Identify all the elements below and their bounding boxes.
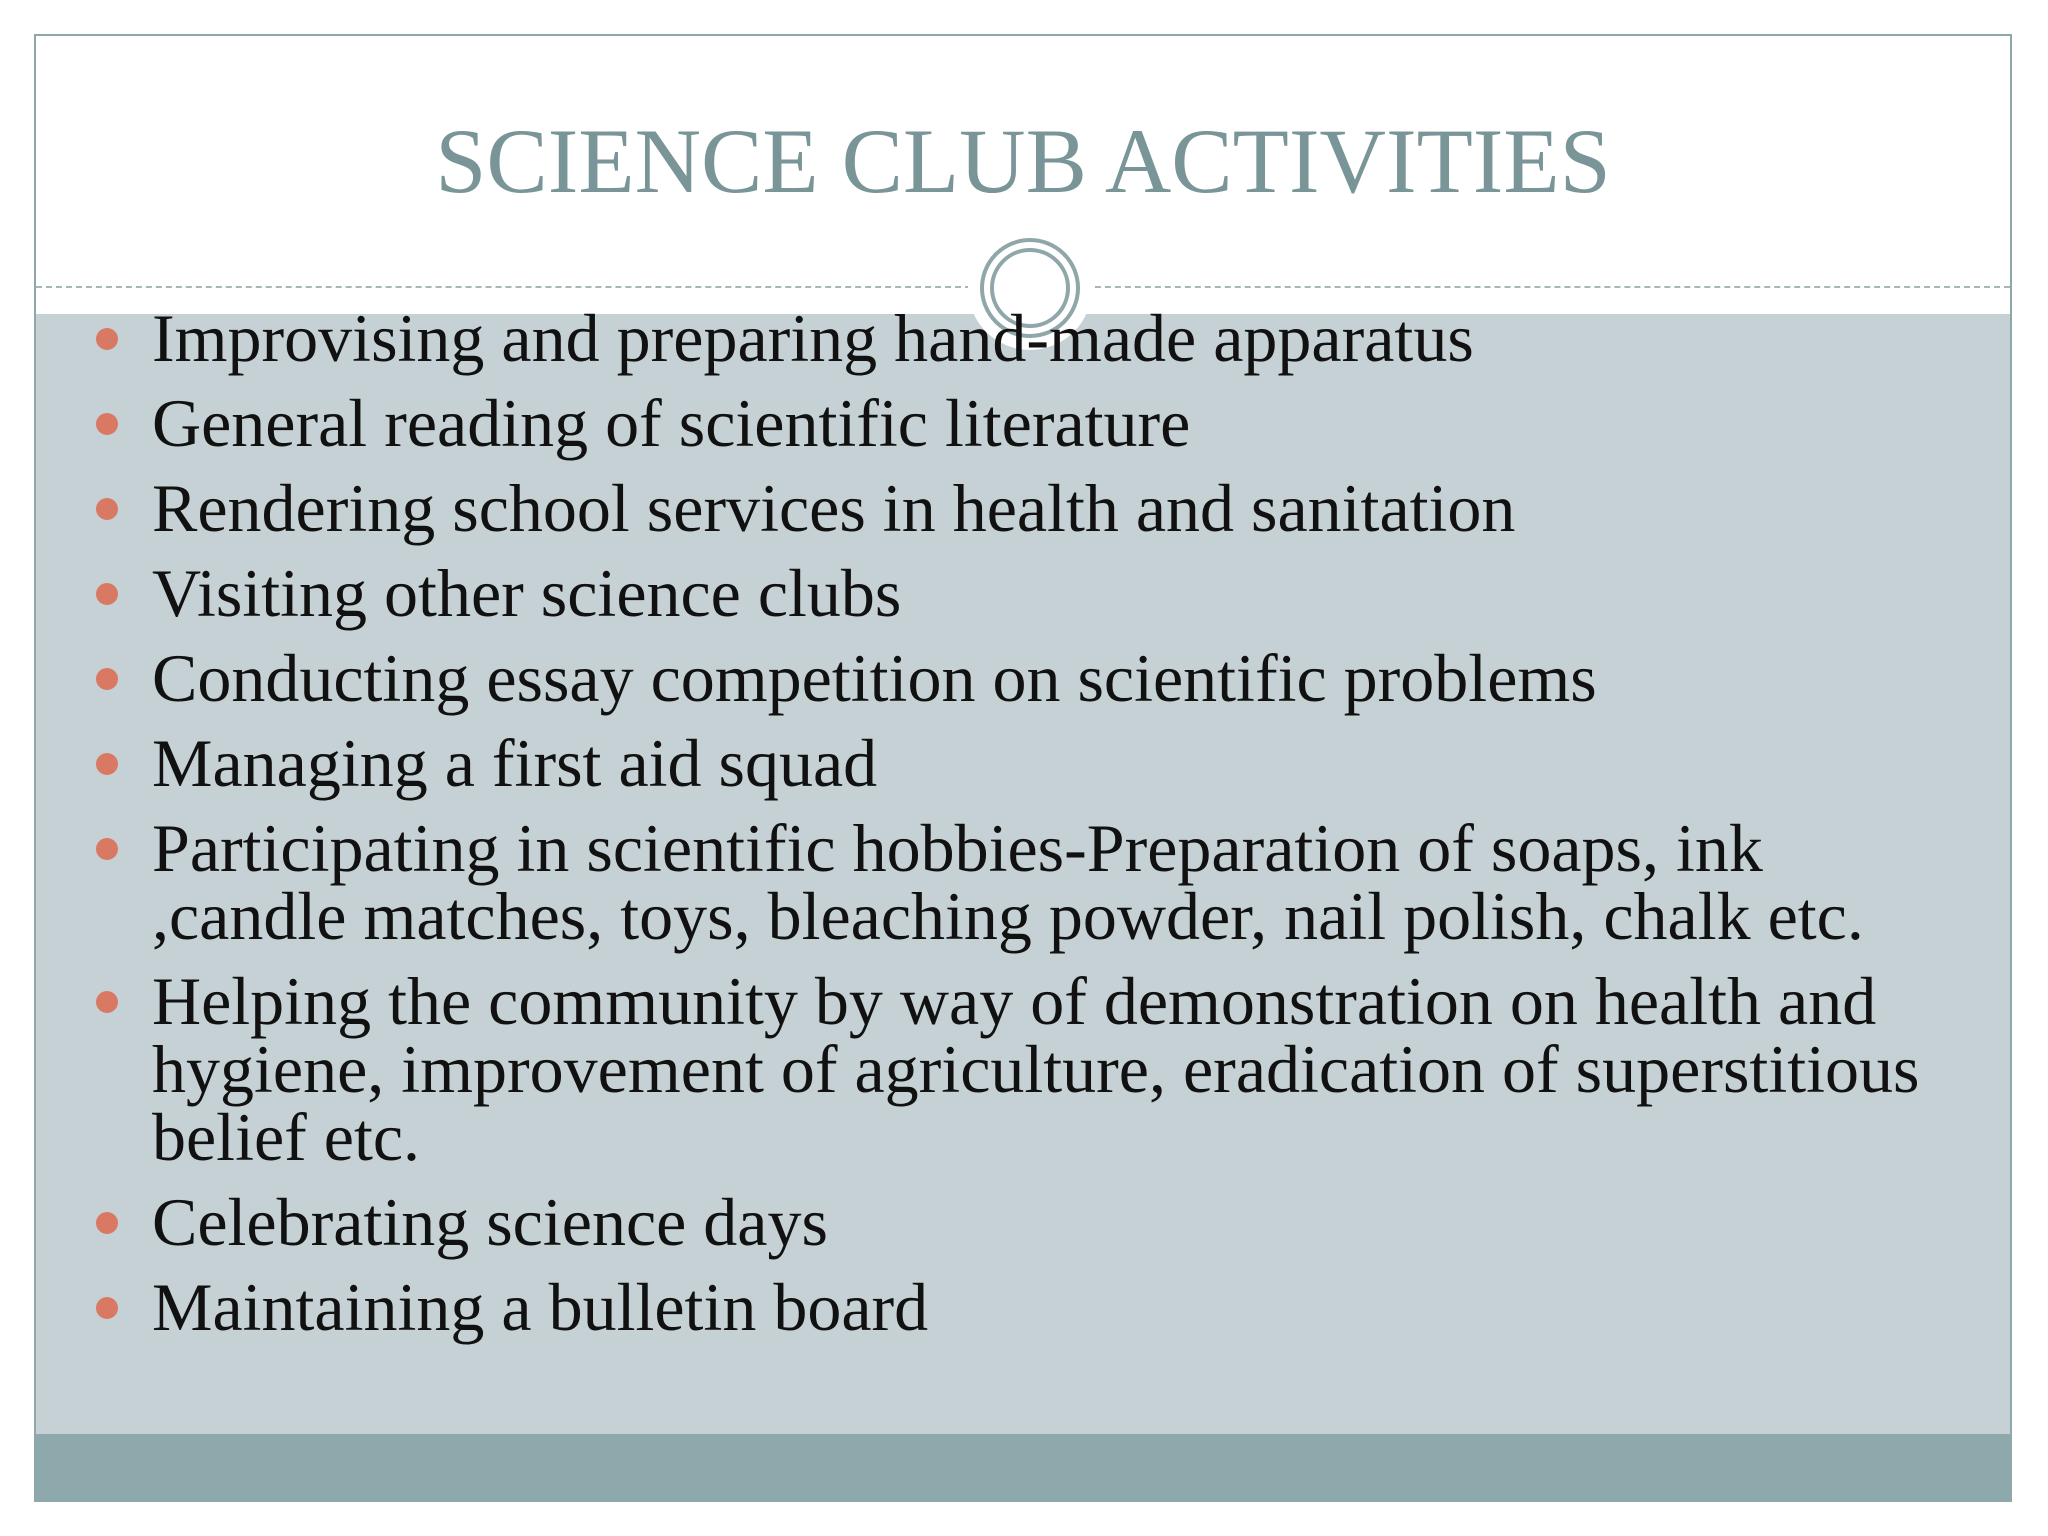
bullet-item <box>36 1269 2012 1345</box>
bullet-item <box>36 300 2012 376</box>
footer-band <box>36 1434 2010 1502</box>
bullet-dot-icon <box>96 1212 118 1234</box>
bullet-item <box>36 640 2012 716</box>
slide <box>34 34 2012 1502</box>
bullet-text: Conducting essay competition on scientific problems <box>152 640 1597 716</box>
bullet-item <box>36 555 2012 631</box>
bullet-text: Celebrating science days <box>152 1184 828 1260</box>
bullet-text: Visiting other science clubs <box>152 555 902 631</box>
bullet-dot-icon <box>96 838 118 860</box>
bullet-text: General reading of scientific literature <box>152 385 1191 461</box>
bullet-item <box>36 725 2012 801</box>
slide-title: SCIENCE CLUB ACTIVITIES <box>435 110 1611 212</box>
bullet-text: Improvising and preparing hand-made apparatus <box>152 300 1474 376</box>
bullet-text: Participating in scientific hobbies-Preparation of soaps, ink ,candle matches, toys, bleaching powder, nail polish, chalk etc. <box>152 810 1864 954</box>
bullet-dot-icon <box>96 991 118 1013</box>
bullet-dot-icon <box>96 753 118 775</box>
bullet-item <box>36 385 2012 461</box>
bullet-dot-icon <box>96 1297 118 1319</box>
bullet-item <box>36 963 2012 1175</box>
bullet-text: Maintaining a bulletin board <box>152 1269 929 1345</box>
bullet-item <box>36 810 2012 954</box>
bullet-text: Managing a first aid squad <box>152 725 878 801</box>
bullet-item <box>36 1184 2012 1260</box>
bullet-item <box>36 470 2012 546</box>
bullet-dot-icon <box>96 668 118 690</box>
bullet-dot-icon <box>96 413 118 435</box>
bullet-text: Helping the community by way of demonstration on health and hygiene, improvement of agriculture, eradication of superstitious belief etc. <box>152 963 1920 1175</box>
bullet-dot-icon <box>96 583 118 605</box>
bullet-dot-icon <box>96 498 118 520</box>
bullet-text: Rendering school services in health and sanitation <box>152 470 1516 546</box>
bullet-dot-icon <box>96 328 118 350</box>
bullet-list <box>36 300 2012 1358</box>
